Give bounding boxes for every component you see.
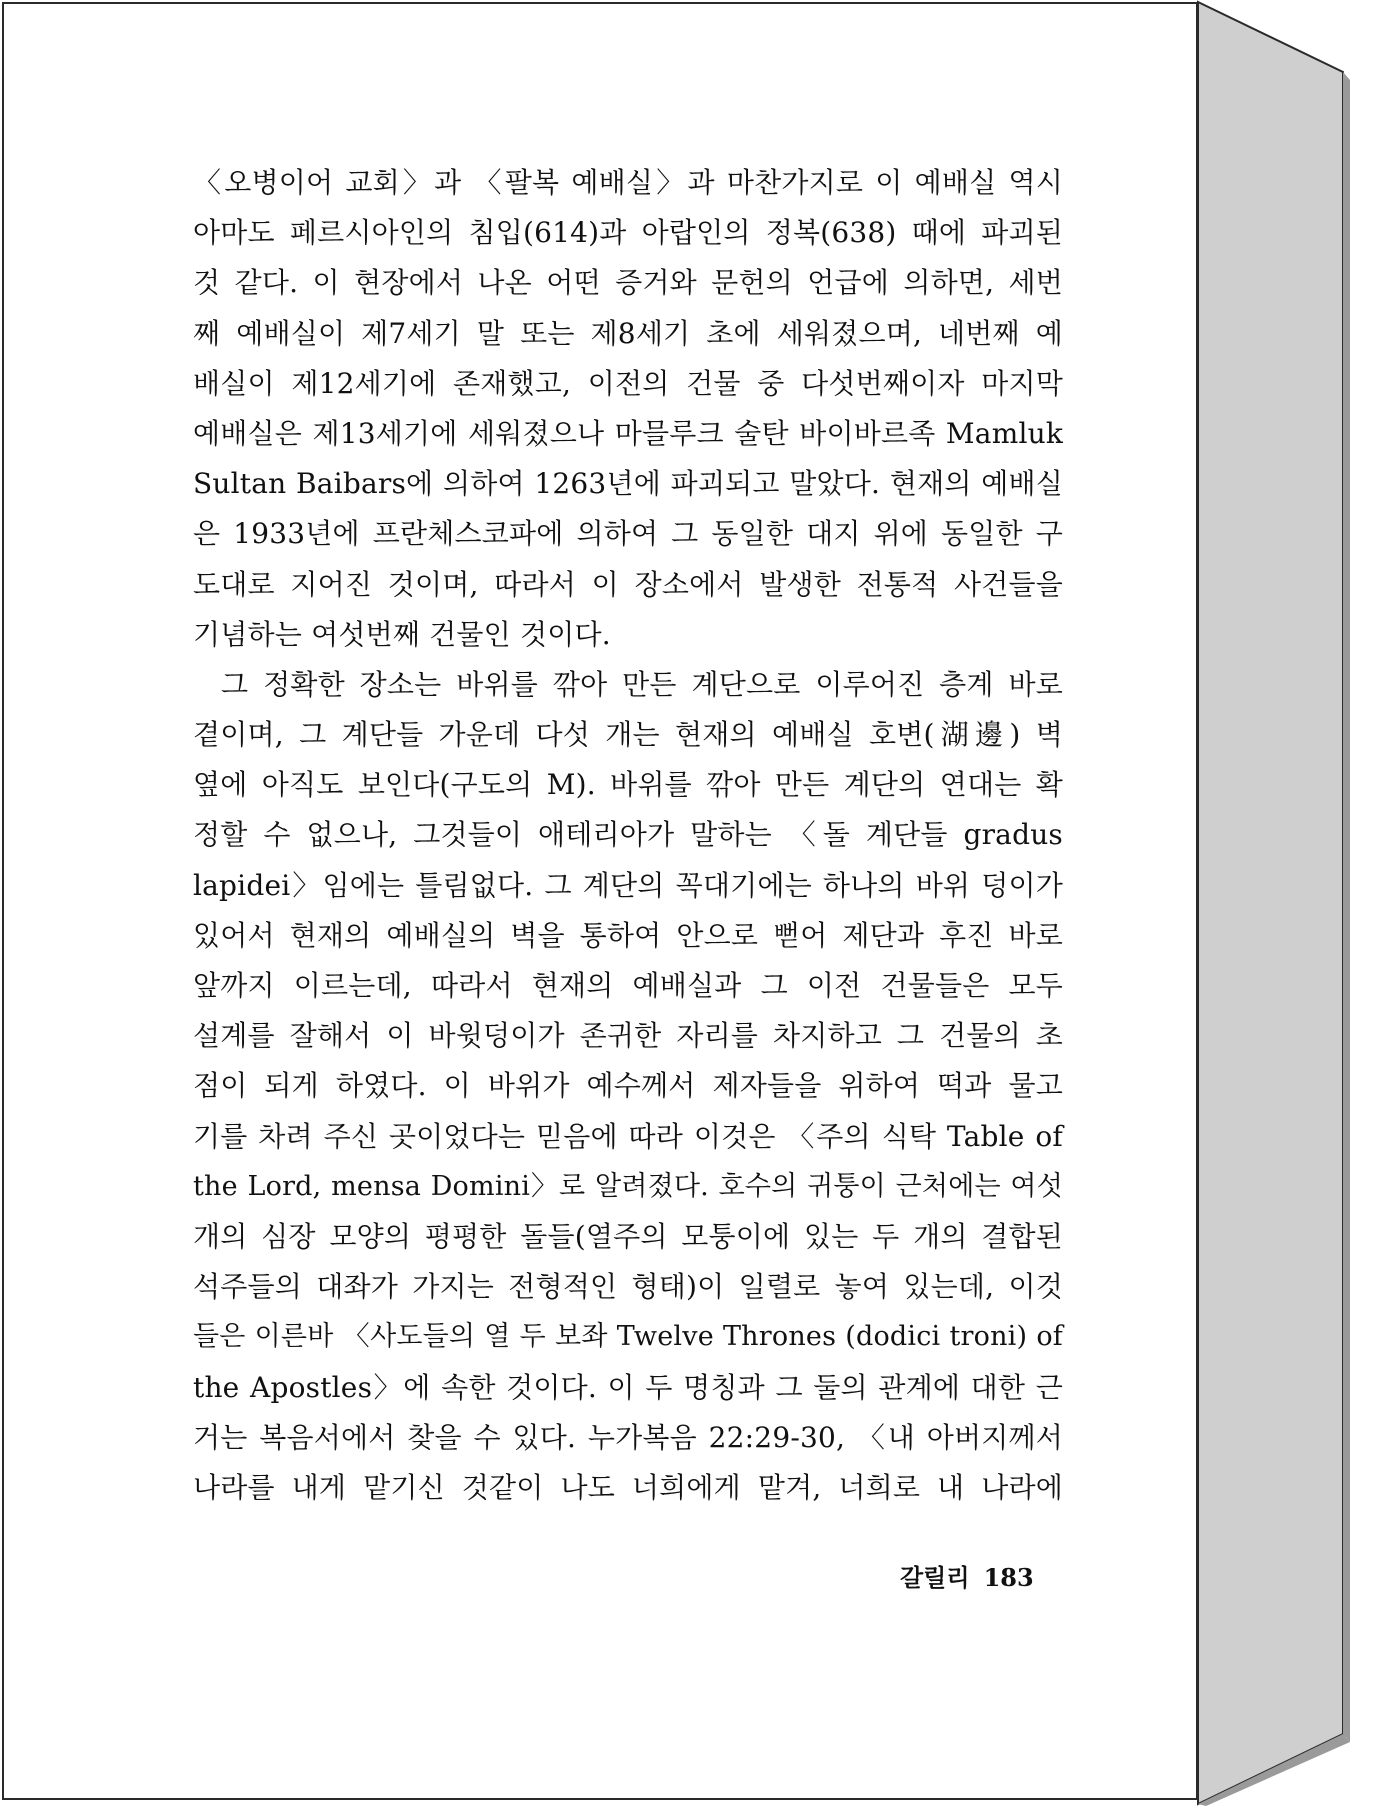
text-line: 정할 수 없으나, 그것들이 애테리아가 말하는 〈돌 계단들 gradus xyxy=(193,818,1063,852)
text-line: 개의 심장 모양의 평평한 돌들(열주의 모퉁이에 있는 두 개의 결합된 xyxy=(193,1219,1063,1253)
text-line: 것 같다. 이 현장에서 나온 어떤 증거와 문헌의 언급에 의하면, 세번 xyxy=(193,266,1063,300)
text-line: 설계를 잘해서 이 바윗덩이가 존귀한 자리를 차지하고 그 건물의 초 xyxy=(193,1019,1063,1053)
text-line: 점이 되게 하였다. 이 바위가 예수께서 제자들을 위하여 떡과 물고 xyxy=(193,1069,1063,1103)
text-line: 있어서 현재의 예배실의 벽을 통하여 안으로 뻗어 제단과 후진 바로 xyxy=(193,918,1063,952)
text-line: 째 예배실이 제7세기 말 또는 제8세기 초에 세워졌으며, 네번째 예 xyxy=(193,316,1063,350)
text-line: Sultan Baibars에 의하여 1263년에 파괴되고 말았다. 현재의 예배실 xyxy=(193,467,1063,501)
text-line: 거는 복음서에서 찾을 수 있다. 누가복음 22:29-30, 〈내 아버지께서 xyxy=(193,1420,1063,1454)
text-line: 석주들의 대좌가 가지는 전형적인 형태)이 일렬로 놓여 있는데, 이것 xyxy=(193,1270,1063,1304)
footer-section-title: 갈릴리 xyxy=(900,1563,970,1592)
text-line: 곁이며, 그 계단들 가운데 다섯 개는 현재의 예배실 호변(湖邊) 벽 xyxy=(193,718,1063,752)
text-line: 기념하는 여섯번째 건물인 것이다. xyxy=(193,617,611,651)
text-line: 나라를 내게 맡기신 것같이 나도 너희에게 맡겨, 너희로 내 나라에 xyxy=(193,1470,1063,1504)
text-line: 배실이 제12세기에 존재했고, 이전의 건물 중 다섯번째이자 마지막 xyxy=(193,366,1063,400)
text-line: the Apostles〉에 속한 것이다. 이 두 명칭과 그 둘의 관계에 대한 근 xyxy=(193,1370,1063,1404)
body-text xyxy=(193,158,1063,1513)
text-line: 들은 이른바 〈사도들의 열 두 보좌 Twelve Thrones (dodici troni) of xyxy=(193,1321,1063,1353)
text-line: the Lord, mensa Domini〉로 알려졌다. 호수의 귀퉁이 근처에는 여섯 xyxy=(193,1170,1063,1202)
text-line: 〈오병이어 교회〉과 〈팔복 예배실〉과 마찬가지로 이 예배실 역시 xyxy=(193,166,1063,199)
text-line: 앞까지 이르는데, 따라서 현재의 예배실과 그 이전 건물들은 모두 xyxy=(193,969,1063,1002)
page-number: 183 xyxy=(983,1563,1034,1592)
text-line: 그 정확한 장소는 바위를 깎아 만든 계단으로 이루어진 층계 바로 xyxy=(221,667,1063,701)
running-footer xyxy=(900,1558,1040,1594)
text-line: 은 1933년에 프란체스코파에 의하여 그 동일한 대지 위에 동일한 구 xyxy=(193,517,1063,551)
text-line: 기를 차려 주신 곳이었다는 믿음에 따라 이것은 〈주의 식탁 Table of xyxy=(193,1119,1063,1153)
text-line: lapidei〉임에는 틀림없다. 그 계단의 꼭대기에는 하나의 바위 덩이가 xyxy=(193,868,1063,902)
text-line: 아마도 페르시아인의 침입(614)과 아랍인의 정복(638) 때에 파괴된 xyxy=(193,216,1063,250)
text-line: 도대로 지어진 것이며, 따라서 이 장소에서 발생한 전통적 사건들을 xyxy=(193,567,1063,601)
text-line: 옆에 아직도 보인다(구도의 M). 바위를 깎아 만든 계단의 연대는 확 xyxy=(193,768,1063,802)
text-line: 예배실은 제13세기에 세워졌으나 마믈루크 술탄 바이바르족 Mamluk xyxy=(193,416,1063,450)
